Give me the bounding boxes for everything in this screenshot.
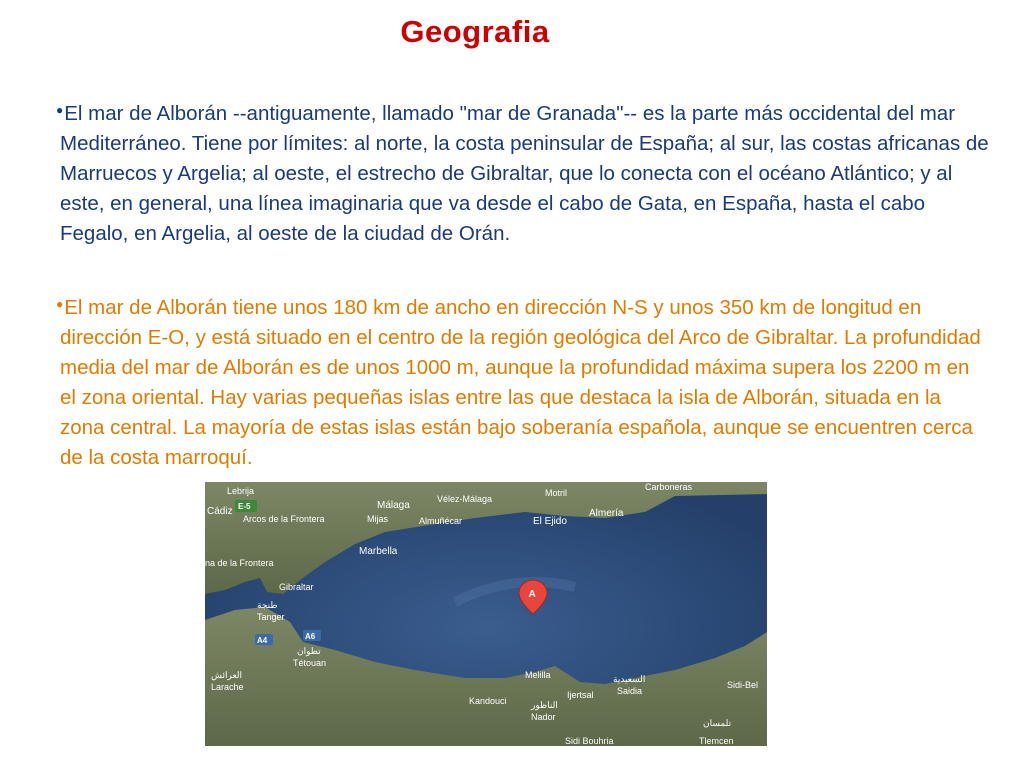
map-label-tlemcen: Tlemcen (699, 736, 734, 746)
map-label-sidibouhria: Sidi Bouhria (565, 736, 614, 746)
svg-text:E-5: E-5 (238, 502, 251, 511)
map-label-carboneras: Carboneras (645, 482, 693, 492)
svg-text:A6: A6 (305, 632, 316, 641)
map-label-tetouan-ar: تطوان (297, 646, 321, 656)
map-label-tanger: Tanger (257, 612, 285, 622)
svg-text:A4: A4 (257, 636, 268, 645)
map-label-velez: Vélez-Málaga (437, 494, 493, 504)
map-label-almeria: Almería (589, 508, 624, 519)
map-label-motril: Motril (545, 488, 567, 498)
paragraph-text: El mar de Alborán --antiguamente, llamado "mar de Granada"-- es la parte más occidental del mar Mediterráneo. Tiene por límites: al norte, la costa peninsular de España; al sur, las costas africanas de Marruecos y Argelia; al oeste, el estrecho de Gibraltar, que lo conecta con el océano Atlántico; y al este, en general, una línea imaginaria que va desde el cabo de Gata, en España, hasta el cabo Fegalo, en Argelia, al oeste de la ciudad de Orán. (60, 102, 989, 245)
road-shield-a4 (255, 634, 273, 645)
map-label-nador: Nador (531, 712, 556, 722)
bullet-icon: ● (56, 103, 64, 117)
map-label-medina: na de la Frontera (205, 558, 274, 568)
road-shield-a6 (303, 630, 321, 641)
map-label-ijertsal: Ijertsal (567, 690, 594, 700)
map-label-tlemcen-ar: تلمسان (703, 718, 732, 728)
marker-label: A (528, 589, 536, 600)
road-shield-e5 (235, 500, 257, 512)
map-label-tetouan: Tétouan (293, 658, 327, 668)
map-image (205, 482, 767, 746)
paragraph-geography-dimensions (56, 289, 990, 473)
map-label-cadiz: Cádiz (207, 506, 233, 517)
map-label-arcos: Arcos de la Frontera (243, 514, 325, 524)
map-label-tanger-ar: طنجة (257, 600, 278, 610)
paragraph-text: El mar de Alborán tiene unos 180 km de ancho en dirección N-S y unos 350 km de longitud en dirección E-O, y está situado en el centro de la región geológica del Arco de Gibraltar. La profundidad media del mar de Alborán es de unos 1000 m, aunque la profundidad máxima supera los 2200 m en el zona oriental. Hay varias pequeñas islas entre las que destaca la isla de Alborán, situada en la zona central. La mayoría de estas islas están bajo soberanía española, aunque se encuentren cerca de la costa marroquí. (60, 296, 981, 469)
map-label-saidia: Saidia (617, 686, 643, 696)
map-label-marbella: Marbella (359, 546, 398, 557)
map-label-mijas: Mijas (367, 514, 389, 524)
map-label-nador-ar: الناظور (531, 700, 558, 710)
map-label-larache-ar: العرائش (211, 670, 243, 680)
paragraph-geography-limits (56, 95, 990, 249)
map-label-almunecar: Almuñécar (419, 516, 463, 526)
map-label-sidibel: Sidi-Bel (727, 680, 759, 690)
map-label-larache: Larache (211, 682, 244, 692)
map-label-kandouci: Kandouci (469, 696, 507, 706)
bullet-icon: ● (56, 297, 64, 311)
map-label-elejido: El Ejido (533, 516, 567, 527)
map-label-malaga: Málaga (377, 500, 410, 511)
map-label-melilla: Melilla (525, 670, 551, 680)
page-title: Geografia (400, 14, 550, 49)
map-label-lebrija: Lebrija (227, 486, 255, 496)
map-label-saidia-ar: السعيدية (613, 674, 646, 684)
alboran-sea-map (205, 482, 767, 746)
map-label-gibraltar: Gibraltar (279, 582, 314, 592)
